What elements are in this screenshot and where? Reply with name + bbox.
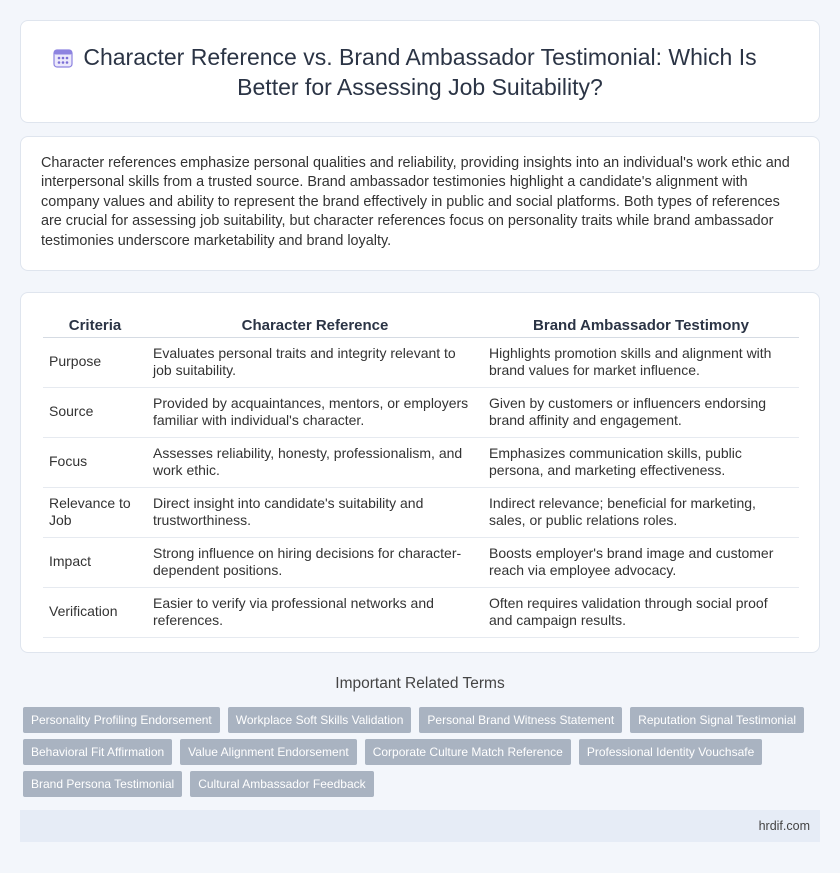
tag-behavioral-fit-affirmation[interactable]: Behavioral Fit Affirmation bbox=[23, 739, 172, 765]
tag-reputation-signal-testimonial[interactable]: Reputation Signal Testimonial bbox=[630, 707, 804, 733]
related-terms-list bbox=[23, 707, 823, 797]
comparison-table bbox=[43, 315, 799, 638]
title-card bbox=[20, 20, 820, 123]
table-row bbox=[43, 387, 799, 437]
table-row bbox=[43, 437, 799, 487]
row-character-reference: Easier to verify via professional networks and references. bbox=[147, 587, 483, 637]
row-character-reference: Provided by acquaintances, mentors, or employers familiar with individual's character. bbox=[147, 387, 483, 437]
intro-paragraph: Character references emphasize personal qualities and reliability, providing insights into an individual's work ethic and interpersonal skills from a trusted source. Brand ambassador testimonies highlight a candidate's alignment with company values and ability to represent the brand effectively in public and social platforms. Both types of references are crucial for assessing job suitability, but character references focus on personality traits while brand ambassador testimonies underscore marketability and brand loyalty. bbox=[41, 155, 790, 249]
row-brand-ambassador: Often requires validation through social proof and campaign results. bbox=[483, 587, 799, 637]
row-criteria: Purpose bbox=[43, 337, 147, 387]
tag-corporate-culture-match-reference[interactable]: Corporate Culture Match Reference bbox=[365, 739, 571, 765]
header-brand-ambassador: Brand Ambassador Testimony bbox=[483, 315, 799, 337]
related-terms-heading: Important Related Terms bbox=[335, 675, 505, 692]
footer-bar bbox=[20, 810, 820, 842]
row-character-reference: Strong influence on hiring decisions for character-dependent positions. bbox=[147, 537, 483, 587]
tag-cultural-ambassador-feedback[interactable]: Cultural Ambassador Feedback bbox=[190, 771, 373, 797]
tag-professional-identity-vouchsafe[interactable]: Professional Identity Vouchsafe bbox=[579, 739, 762, 765]
table-row bbox=[43, 337, 799, 387]
row-brand-ambassador: Boosts employer's brand image and customer reach via employee advocacy. bbox=[483, 537, 799, 587]
tag-brand-persona-testimonial[interactable]: Brand Persona Testimonial bbox=[23, 771, 182, 797]
intro-card bbox=[20, 136, 820, 271]
row-criteria: Impact bbox=[43, 537, 147, 587]
header-criteria: Criteria bbox=[43, 315, 147, 337]
row-character-reference: Evaluates personal traits and integrity relevant to job suitability. bbox=[147, 337, 483, 387]
table-row bbox=[43, 587, 799, 637]
table-row bbox=[43, 487, 799, 537]
row-brand-ambassador: Highlights promotion skills and alignment with brand values for market influence. bbox=[483, 337, 799, 387]
row-criteria: Verification bbox=[43, 587, 147, 637]
row-criteria: Relevance to Job bbox=[43, 487, 147, 537]
tag-workplace-soft-skills-validation[interactable]: Workplace Soft Skills Validation bbox=[228, 707, 412, 733]
row-criteria: Source bbox=[43, 387, 147, 437]
comparison-card bbox=[20, 292, 820, 653]
row-brand-ambassador: Indirect relevance; beneficial for marketing, sales, or public relations roles. bbox=[483, 487, 799, 537]
table-row bbox=[43, 537, 799, 587]
header-character-reference: Character Reference bbox=[147, 315, 483, 337]
row-character-reference: Assesses reliability, honesty, professionalism, and work ethic. bbox=[147, 437, 483, 487]
tag-personality-profiling-endorsement[interactable]: Personality Profiling Endorsement bbox=[23, 707, 220, 733]
row-criteria: Focus bbox=[43, 437, 147, 487]
tag-value-alignment-endorsement[interactable]: Value Alignment Endorsement bbox=[180, 739, 357, 765]
row-brand-ambassador: Emphasizes communication skills, public persona, and marketing effectiveness. bbox=[483, 437, 799, 487]
table-header-row bbox=[43, 315, 799, 337]
tag-personal-brand-witness-statement[interactable]: Personal Brand Witness Statement bbox=[419, 707, 622, 733]
page-title: Character Reference vs. Brand Ambassador Testimonial: Which Is Better for Assessing Job Suitability? bbox=[83, 43, 757, 100]
row-character-reference: Direct insight into candidate's suitability and trustworthiness. bbox=[147, 487, 483, 537]
footer-site-link[interactable]: hrdif.com bbox=[758, 819, 810, 833]
row-brand-ambassador: Given by customers or influencers endorsing brand affinity and engagement. bbox=[483, 387, 799, 437]
